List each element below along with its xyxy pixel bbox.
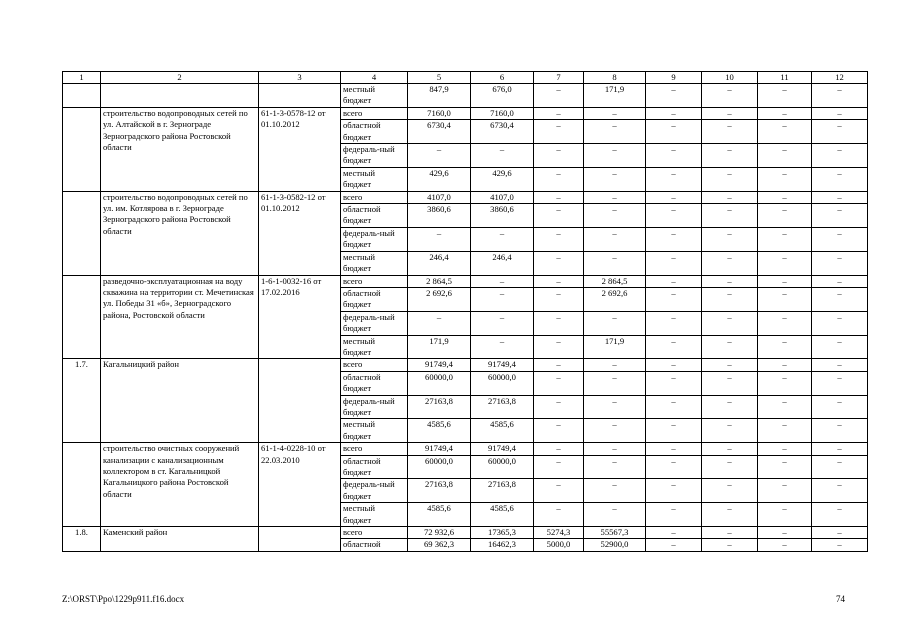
value-cell: – [584,144,646,168]
value-cell: – [534,191,584,203]
value-cell: – [646,107,702,119]
value-cell: 171,9 [584,335,646,359]
value-cell: 7160,0 [471,107,534,119]
value-cell: – [646,227,702,251]
table-row [63,527,868,539]
value-cell: – [812,455,868,479]
value-cell: 4585,6 [471,503,534,527]
funding-source-cell: федераль-ный бюджет [341,311,408,335]
value-cell: – [758,335,812,359]
value-cell: – [471,144,534,168]
value-cell: – [584,395,646,419]
header-cell: 4 [341,72,408,84]
value-cell: – [646,144,702,168]
value-cell: – [408,144,471,168]
value-cell: – [646,191,702,203]
value-cell: – [646,539,702,551]
value-cell: – [534,503,584,527]
value-cell: 91749,4 [408,443,471,455]
funding-source-cell: областной бюджет [341,371,408,395]
value-cell: – [702,539,758,551]
value-cell: – [812,311,868,335]
value-cell: – [702,443,758,455]
header-cell: 3 [259,72,341,84]
table-row [63,359,868,371]
funding-source-cell: областной бюджет [341,120,408,144]
value-cell: – [408,227,471,251]
value-cell: – [702,311,758,335]
header-cell: 5 [408,72,471,84]
value-cell: – [702,144,758,168]
value-cell: 4107,0 [408,191,471,203]
value-cell: – [812,120,868,144]
row-number-cell: 1.8. [63,527,101,552]
funding-source-cell: федераль-ный бюджет [341,144,408,168]
value-cell: – [646,204,702,228]
funding-source-cell: областной бюджет [341,287,408,311]
value-cell: – [534,144,584,168]
funding-source-cell: федераль-ный бюджет [341,395,408,419]
row-number-cell [63,443,101,527]
value-cell: – [584,443,646,455]
funding-source-cell: областной бюджет [341,204,408,228]
value-cell: – [646,527,702,539]
value-cell: – [534,204,584,228]
value-cell: – [812,359,868,371]
funding-source-cell: федераль-ный бюджет [341,479,408,503]
value-cell: 27163,8 [471,479,534,503]
funding-source-cell: всего [341,527,408,539]
object-name-cell: Каменский район [101,527,259,552]
value-cell: 16462,3 [471,539,534,551]
value-cell: – [812,479,868,503]
value-cell: 17365,3 [471,527,534,539]
value-cell: – [584,359,646,371]
value-cell: – [812,539,868,551]
value-cell: – [584,455,646,479]
document-ref-cell: 61-1-3-0582-12 от 01.10.2012 [259,191,341,275]
value-cell: – [758,395,812,419]
value-cell: – [584,204,646,228]
value-cell: – [758,144,812,168]
value-cell: 246,4 [408,251,471,275]
value-cell: – [646,275,702,287]
value-cell: – [812,107,868,119]
value-cell: – [646,359,702,371]
value-cell: – [758,539,812,551]
value-cell: – [702,335,758,359]
value-cell: 60000,0 [471,371,534,395]
value-cell: – [646,311,702,335]
budget-table [62,71,868,552]
value-cell: – [584,167,646,191]
value-cell: – [702,479,758,503]
table-row [63,191,868,203]
value-cell: – [471,311,534,335]
value-cell: – [534,167,584,191]
funding-source-cell: областной бюджет [341,455,408,479]
value-cell: 4107,0 [471,191,534,203]
funding-source-cell: всего [341,443,408,455]
value-cell: – [758,479,812,503]
value-cell: – [646,503,702,527]
value-cell: – [758,527,812,539]
value-cell: – [812,503,868,527]
funding-source-cell: местный бюджет [341,251,408,275]
value-cell: – [702,227,758,251]
value-cell: – [812,204,868,228]
header-cell: 9 [646,72,702,84]
value-cell: 676,0 [471,84,534,108]
funding-source-cell: всего [341,191,408,203]
funding-source-cell: местный бюджет [341,335,408,359]
value-cell: – [534,275,584,287]
value-cell: – [471,287,534,311]
value-cell: – [758,455,812,479]
document-ref-cell [259,84,341,108]
value-cell: – [534,455,584,479]
value-cell: 2 864,5 [408,275,471,287]
value-cell: – [534,335,584,359]
value-cell: – [584,251,646,275]
value-cell: 55567,3 [584,527,646,539]
value-cell: – [812,275,868,287]
value-cell: – [702,371,758,395]
value-cell: – [812,191,868,203]
value-cell: – [812,335,868,359]
header-cell: 7 [534,72,584,84]
value-cell: – [758,287,812,311]
funding-source-cell: местный бюджет [341,84,408,108]
row-number-cell [63,275,101,359]
value-cell: 3860,6 [471,204,534,228]
object-name-cell: строительство водопроводных сетей по ул. им. Котлярова в г. Зернограде Зерноградского района Ростовской области [101,191,259,275]
value-cell: – [646,371,702,395]
value-cell: 6730,4 [471,120,534,144]
header-cell: 8 [584,72,646,84]
value-cell: 5274,3 [534,527,584,539]
value-cell: 429,6 [471,167,534,191]
value-cell: – [584,503,646,527]
value-cell: – [646,419,702,443]
value-cell: – [758,107,812,119]
value-cell: 69 362,3 [408,539,471,551]
value-cell: 5000,0 [534,539,584,551]
value-cell: – [702,419,758,443]
row-number-cell [63,107,101,191]
value-cell: 91749,4 [471,359,534,371]
table-row [63,275,868,287]
value-cell: – [758,227,812,251]
header-cell: 12 [812,72,868,84]
value-cell: – [702,204,758,228]
value-cell: – [534,395,584,419]
value-cell: – [534,419,584,443]
value-cell: – [702,251,758,275]
value-cell: 429,6 [408,167,471,191]
table-row [63,84,868,108]
value-cell: – [534,359,584,371]
table-row [63,107,868,119]
value-cell: – [646,167,702,191]
value-cell: 91749,4 [471,443,534,455]
header-cell: 11 [758,72,812,84]
object-name-cell: разведочно-эксплуатационная на воду скважина на территории ст. Мечетинская ул. Победы 31 «б», Зерноградского района, Ростовской области [101,275,259,359]
value-cell: – [702,395,758,419]
value-cell: – [758,275,812,287]
value-cell: 3860,6 [408,204,471,228]
value-cell: – [646,120,702,144]
value-cell: – [812,527,868,539]
value-cell: – [702,107,758,119]
value-cell: – [812,287,868,311]
funding-source-cell: федераль-ный бюджет [341,227,408,251]
value-cell: 60000,0 [408,371,471,395]
value-cell: 4585,6 [471,419,534,443]
funding-source-cell: всего [341,275,408,287]
value-cell: – [812,395,868,419]
value-cell: – [646,335,702,359]
value-cell: 60000,0 [408,455,471,479]
value-cell: – [812,144,868,168]
value-cell: 4585,6 [408,419,471,443]
value-cell: – [534,371,584,395]
value-cell: – [758,251,812,275]
value-cell: – [812,371,868,395]
value-cell: 2 692,6 [408,287,471,311]
value-cell: – [758,503,812,527]
value-cell: 847,9 [408,84,471,108]
value-cell: – [758,167,812,191]
funding-source-cell: всего [341,107,408,119]
value-cell: – [534,287,584,311]
header-cell: 2 [101,72,259,84]
value-cell: – [812,443,868,455]
object-name-cell [101,84,259,108]
value-cell: – [758,311,812,335]
value-cell: – [758,191,812,203]
value-cell: 27163,8 [471,395,534,419]
value-cell: – [646,287,702,311]
value-cell: – [758,84,812,108]
value-cell: 91749,4 [408,359,471,371]
value-cell: – [758,443,812,455]
value-cell: 7160,0 [408,107,471,119]
value-cell: – [702,84,758,108]
row-number-cell [63,84,101,108]
value-cell: – [758,120,812,144]
value-cell: – [702,503,758,527]
value-cell: 27163,8 [408,479,471,503]
value-cell: – [758,204,812,228]
value-cell: – [584,419,646,443]
value-cell: 171,9 [584,84,646,108]
header-cell: 6 [471,72,534,84]
document-ref-cell: 1-6-1-0032-16 от 17.02.2016 [259,275,341,359]
document-ref-cell [259,359,341,443]
object-name-cell: строительство очистных сооружений канализации с канализационным коллектором в ст. Кагальницкой Кагальницкого района Ростовской области [101,443,259,527]
row-number-cell [63,191,101,275]
object-name-cell: строительство водопроводных сетей по ул. Алтайской в г. Зернограде Зерноградского района Ростовской области [101,107,259,191]
value-cell: – [812,419,868,443]
table-header-row [63,72,868,84]
value-cell: 6730,4 [408,120,471,144]
value-cell: – [471,275,534,287]
value-cell: – [812,227,868,251]
value-cell: 60000,0 [471,455,534,479]
value-cell: – [702,455,758,479]
funding-source-cell: областной [341,539,408,551]
value-cell: – [534,84,584,108]
value-cell: – [702,120,758,144]
footer-file-path: Z:\ORST\Ppo\1229p911.f16.docx [62,594,185,604]
value-cell: 4585,6 [408,503,471,527]
value-cell: – [584,191,646,203]
value-cell: 2 692,6 [584,287,646,311]
value-cell: – [646,251,702,275]
value-cell: – [584,107,646,119]
document-ref-cell: 61-1-4-0228-10 от 22.03.2010 [259,443,341,527]
value-cell: – [584,479,646,503]
value-cell: – [758,371,812,395]
value-cell: – [646,84,702,108]
value-cell: – [702,191,758,203]
value-cell: – [534,107,584,119]
footer-page-number: 74 [836,594,845,604]
value-cell: – [702,275,758,287]
value-cell: – [812,84,868,108]
value-cell: 27163,8 [408,395,471,419]
value-cell: – [584,371,646,395]
row-number-cell: 1.7. [63,359,101,443]
funding-source-cell: местный бюджет [341,167,408,191]
value-cell: – [702,167,758,191]
value-cell: – [812,167,868,191]
value-cell: – [702,287,758,311]
table-row [63,443,868,455]
value-cell: – [534,120,584,144]
value-cell: – [758,359,812,371]
value-cell: – [534,227,584,251]
value-cell: 72 932,6 [408,527,471,539]
value-cell: – [758,419,812,443]
value-cell: – [702,359,758,371]
value-cell: 52900,0 [584,539,646,551]
value-cell: – [534,479,584,503]
value-cell: – [471,335,534,359]
document-ref-cell [259,527,341,552]
value-cell: 171,9 [408,335,471,359]
value-cell: 2 864,5 [584,275,646,287]
funding-source-cell: местный бюджет [341,419,408,443]
value-cell: – [534,251,584,275]
header-cell: 1 [63,72,101,84]
value-cell: – [702,527,758,539]
value-cell: – [534,311,584,335]
value-cell: – [584,227,646,251]
funding-source-cell: всего [341,359,408,371]
funding-source-cell: местный бюджет [341,503,408,527]
value-cell: – [584,120,646,144]
value-cell: – [812,251,868,275]
value-cell: – [646,395,702,419]
value-cell: – [646,479,702,503]
value-cell: – [646,443,702,455]
value-cell: – [584,311,646,335]
document-ref-cell: 61-1-3-0578-12 от 01.10.2012 [259,107,341,191]
value-cell: – [534,443,584,455]
value-cell: – [471,227,534,251]
value-cell: – [646,455,702,479]
value-cell: 246,4 [471,251,534,275]
value-cell: – [408,311,471,335]
object-name-cell: Кагальницкий район [101,359,259,443]
header-cell: 10 [702,72,758,84]
